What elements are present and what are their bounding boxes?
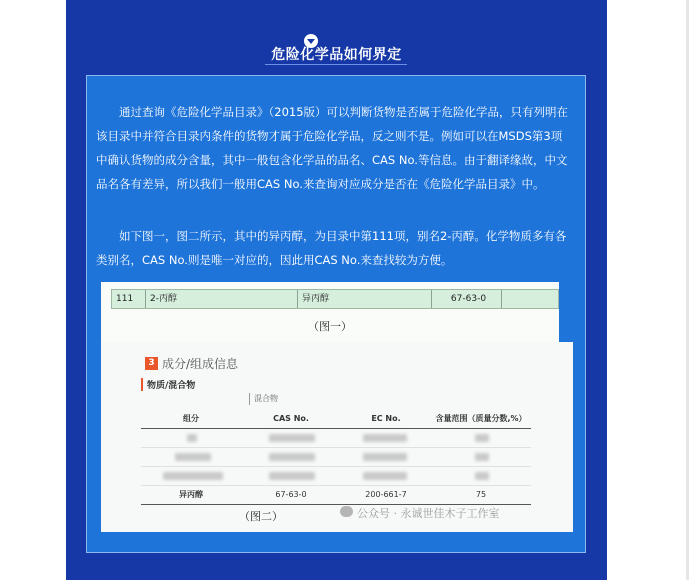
redacted-cell [475, 453, 489, 461]
watermark [357, 505, 500, 521]
msds-section-title: 成分/组成信息 [162, 357, 239, 371]
redacted-cell [363, 472, 407, 480]
redacted-cell [163, 472, 223, 480]
redacted-cell [363, 453, 407, 461]
watermark-text: 公众号 · 永诚世佳木子工作室 [357, 507, 500, 520]
row-number: 111 [112, 290, 146, 308]
component-cas: 67-63-0 [275, 490, 307, 499]
figure-1-image [101, 282, 559, 312]
header-content-range: 含量范围（质量分数,%） [435, 414, 527, 423]
table-row [111, 289, 559, 309]
component-content: 75 [475, 490, 487, 499]
redacted-cell [475, 472, 489, 480]
redacted-cell [269, 434, 315, 442]
header-ec: EC No. [371, 414, 401, 423]
redacted-cell [475, 434, 489, 442]
redacted-cell [269, 472, 315, 480]
table-row [141, 448, 531, 467]
component-ec: 200-661-7 [365, 490, 407, 499]
component-name: 异丙醇 [179, 490, 203, 499]
header-component: 组分 [183, 414, 199, 423]
paragraph-2: 如下图一，图二所示，其中的异丙醇，为目录中第111项，别名2-丙醇。化学物质多有各类别名，CAS No.则是唯一对应的，因此用CAS No.来查找较为方便。 [96, 229, 567, 267]
table-row [141, 467, 531, 486]
substance-mixture-heading: 物质/混合物 [141, 378, 195, 391]
redacted-cell [363, 434, 407, 442]
figure-2-image [101, 342, 573, 532]
wechat-icon [340, 506, 353, 517]
figure-1-caption: （图一） [101, 312, 559, 342]
redacted-cell [187, 434, 197, 442]
table-row [141, 486, 531, 505]
row-name: 异丙醇 [298, 290, 432, 308]
section-title: 危险化学品如何界定 [271, 47, 402, 63]
row-cas: 67-63-0 [432, 290, 502, 308]
table-row [141, 429, 531, 448]
title-divider [265, 64, 407, 65]
paragraph-1: 通过查询《危险化学品目录》（2015版）可以判断货物是否属于危险化学品，只有列明在该目录中并符合目录内条件的货物才属于危险化学品，反之则不是。例如可以在MSDS第3项中确认货物的成分含量，其中一般包含化学品的品名、CAS No.等信息。由于翻译缘故，中文品名各有差异，所以我们一般用CAS No.来查询对应成分是否在《危险化学品目录》中。 [96, 105, 569, 191]
header-cas: CAS No. [273, 414, 309, 423]
row-alias: 2-丙醇 [146, 290, 298, 308]
redacted-cell [269, 453, 315, 461]
mixture-label: 混合物 [249, 393, 278, 405]
redacted-cell [175, 453, 211, 461]
figure-2-caption: （图二） [239, 510, 283, 523]
table-header-row [141, 410, 531, 429]
section-number-badge: 3 [145, 357, 158, 370]
row-empty [502, 290, 558, 308]
